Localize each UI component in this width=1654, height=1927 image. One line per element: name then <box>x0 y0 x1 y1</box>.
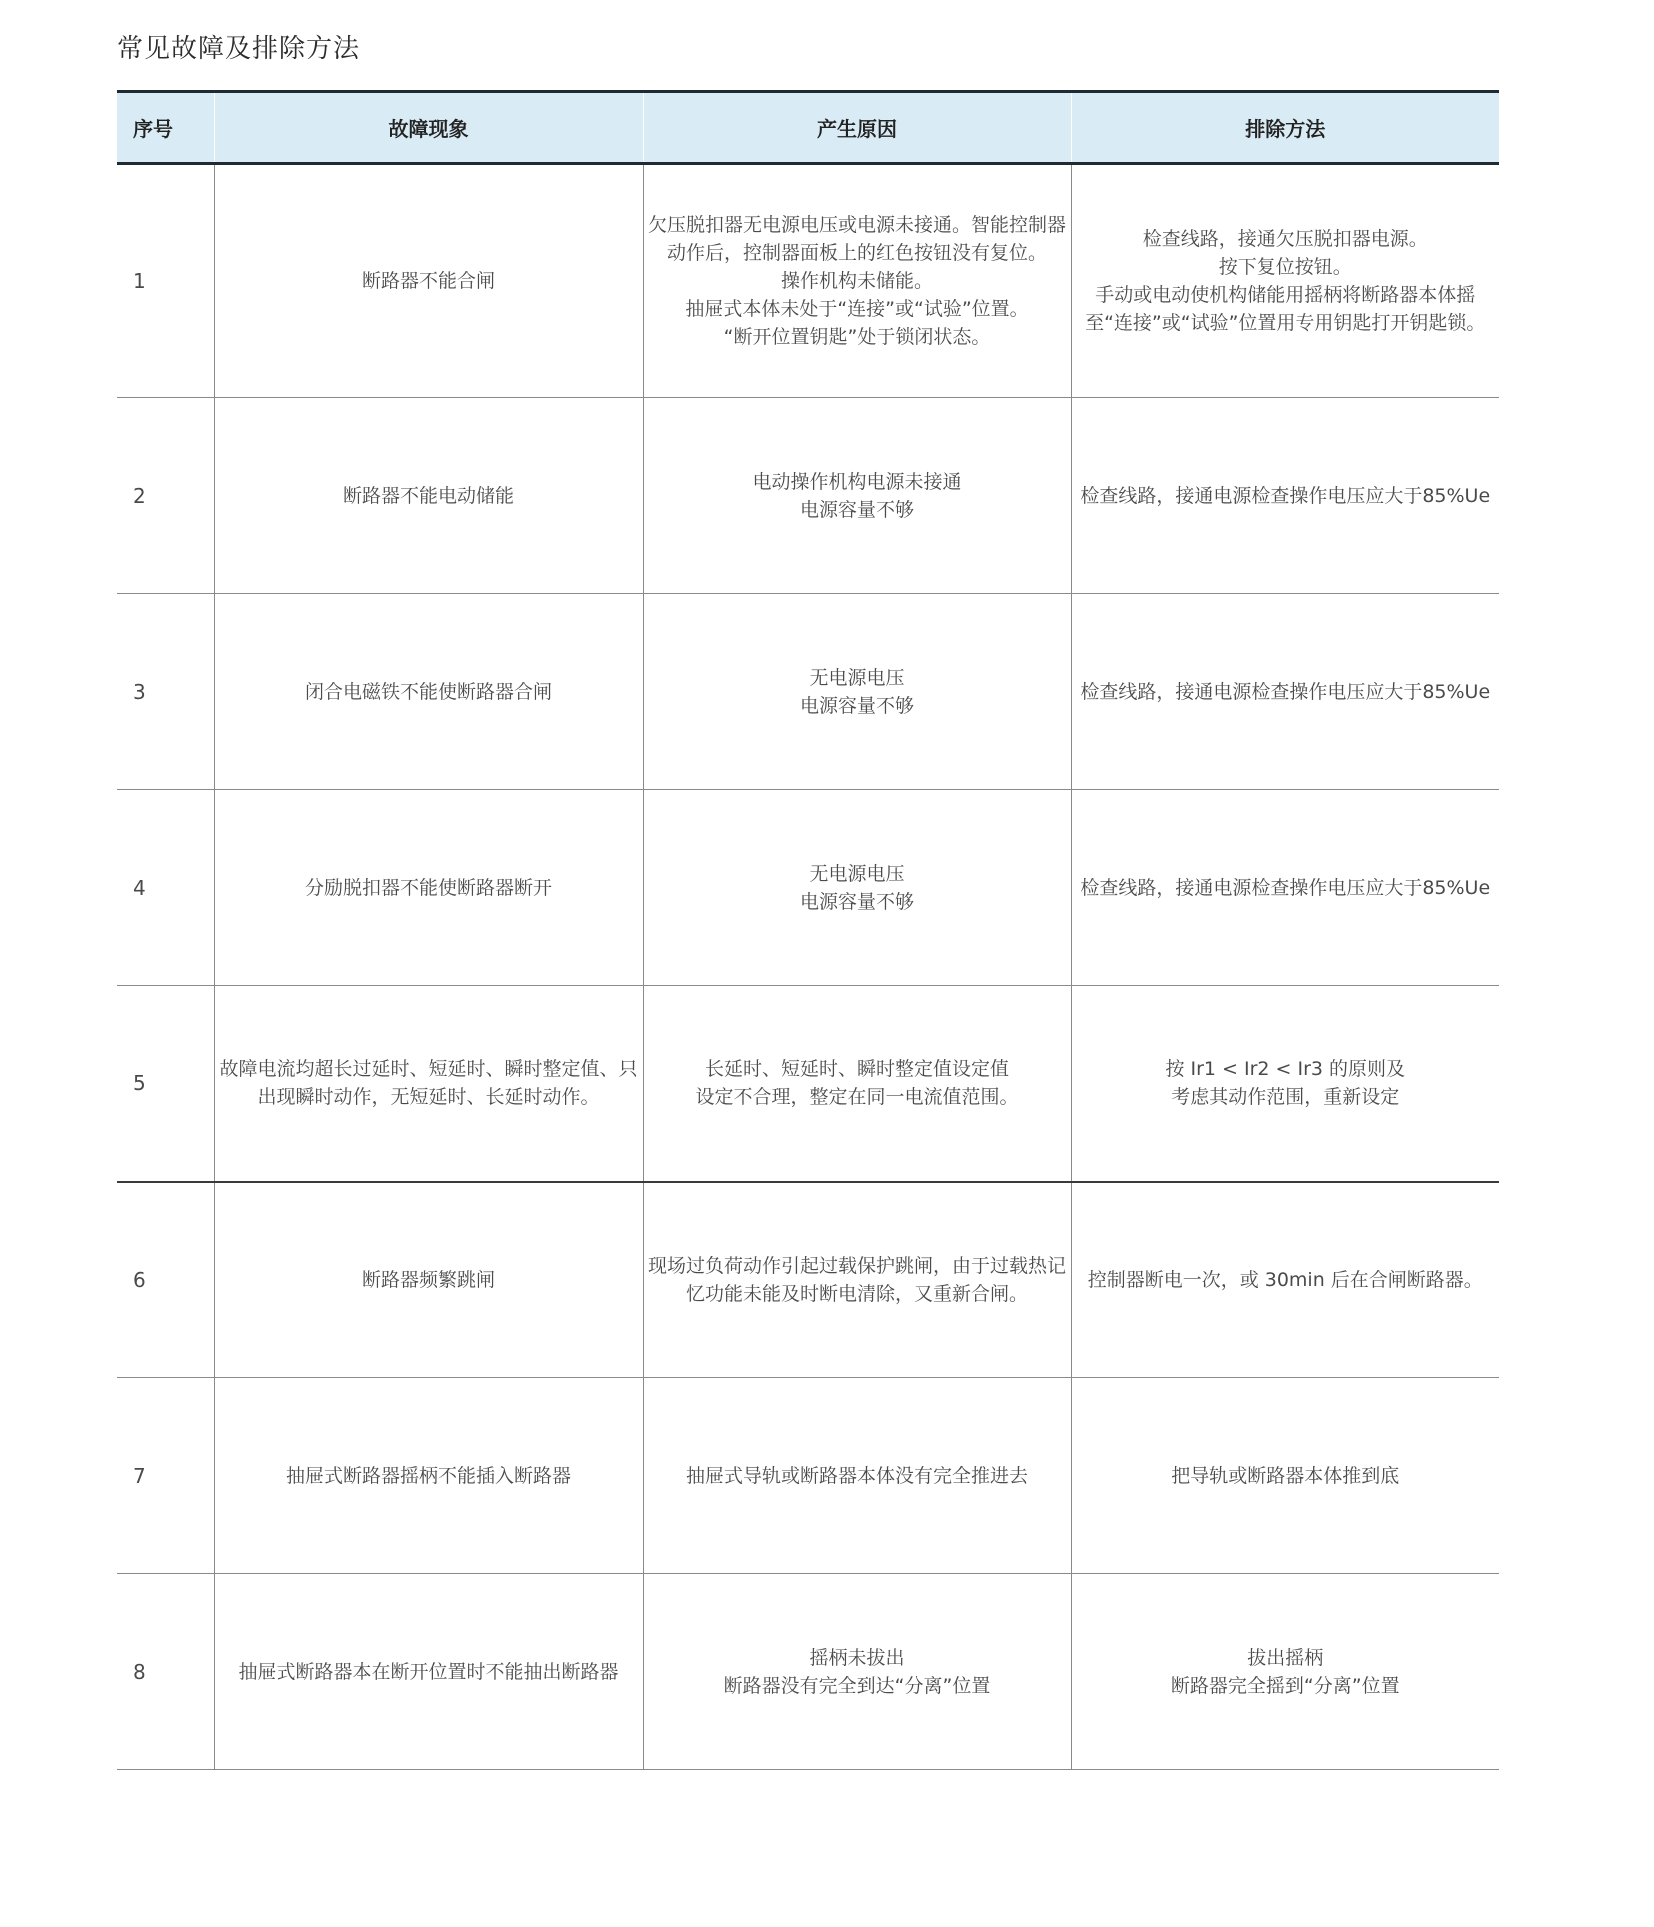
cell-fix: 检查线路，接通欠压脱扣器电源。 按下复位按钮。 手动或电动使机构储能用摇柄将断路器本体摇至“连接”或“试验”位置用专用钥匙打开钥匙锁。 <box>1071 164 1499 398</box>
table-row <box>117 594 1499 790</box>
cell-symptom: 闭合电磁铁不能使断路器合闸 <box>214 594 643 790</box>
cell-fix: 检查线路，接通电源检查操作电压应大于85%Ue <box>1071 790 1499 986</box>
cell-fix: 检查线路，接通电源检查操作电压应大于85%Ue <box>1071 594 1499 790</box>
table-row <box>117 790 1499 986</box>
header-fix: 排除方法 <box>1071 92 1499 164</box>
cell-no: 1 <box>117 164 214 398</box>
cell-no: 5 <box>117 986 214 1182</box>
page-title: 常见故障及排除方法 <box>117 34 361 64</box>
cell-symptom: 抽屉式断路器摇柄不能插入断路器 <box>214 1378 643 1574</box>
cell-cause: 抽屉式导轨或断路器本体没有完全推进去 <box>643 1378 1071 1574</box>
header-cause: 产生原因 <box>643 92 1071 164</box>
table-row <box>117 986 1499 1182</box>
cell-no: 3 <box>117 594 214 790</box>
header-symptom: 故障现象 <box>214 92 643 164</box>
cell-no: 6 <box>117 1182 214 1378</box>
cell-symptom: 故障电流均超长过延时、短延时、瞬时整定值、只出现瞬时动作，无短延时、长延时动作。 <box>214 986 643 1182</box>
header-no: 序号 <box>117 92 214 164</box>
cell-fix: 检查线路，接通电源检查操作电压应大于85%Ue <box>1071 398 1499 594</box>
cell-symptom: 抽屉式断路器本在断开位置时不能抽出断路器 <box>214 1574 643 1770</box>
table-row <box>117 1378 1499 1574</box>
cell-symptom: 断路器不能电动储能 <box>214 398 643 594</box>
cell-no: 7 <box>117 1378 214 1574</box>
cell-symptom: 分励脱扣器不能使断路器断开 <box>214 790 643 986</box>
cell-symptom: 断路器频繁跳闸 <box>214 1182 643 1378</box>
cell-cause: 欠压脱扣器无电源电压或电源未接通。智能控制器动作后，控制器面板上的红色按钮没有复位。 操作机构未储能。 抽屉式本体未处于“连接”或“试验”位置。 “断开位置钥匙”处于锁闭状态。 <box>643 164 1071 398</box>
cell-fix: 把导轨或断路器本体推到底 <box>1071 1378 1499 1574</box>
table-row <box>117 1182 1499 1378</box>
cell-cause: 长延时、短延时、瞬时整定值设定值 设定不合理，整定在同一电流值范围。 <box>643 986 1071 1182</box>
cell-cause: 无电源电压 电源容量不够 <box>643 790 1071 986</box>
cell-cause: 现场过负荷动作引起过载保护跳闸，由于过载热记忆功能未能及时断电清除，又重新合闸。 <box>643 1182 1071 1378</box>
table-row <box>117 1574 1499 1770</box>
cell-symptom: 断路器不能合闸 <box>214 164 643 398</box>
table-row <box>117 164 1499 398</box>
table-row <box>117 398 1499 594</box>
cell-no: 4 <box>117 790 214 986</box>
cell-fix: 按 Ir1 < Ir2 < Ir3 的原则及 考虑其动作范围，重新设定 <box>1071 986 1499 1182</box>
cell-fix: 拔出摇柄 断路器完全摇到“分离”位置 <box>1071 1574 1499 1770</box>
cell-cause: 摇柄未拔出 断路器没有完全到达“分离”位置 <box>643 1574 1071 1770</box>
cell-no: 2 <box>117 398 214 594</box>
cell-fix: 控制器断电一次，或 30min 后在合闸断路器。 <box>1071 1182 1499 1378</box>
cell-cause: 电动操作机构电源未接通 电源容量不够 <box>643 398 1071 594</box>
cell-cause: 无电源电压 电源容量不够 <box>643 594 1071 790</box>
fault-table <box>117 90 1499 1770</box>
table-header-row <box>117 92 1499 164</box>
cell-no: 8 <box>117 1574 214 1770</box>
